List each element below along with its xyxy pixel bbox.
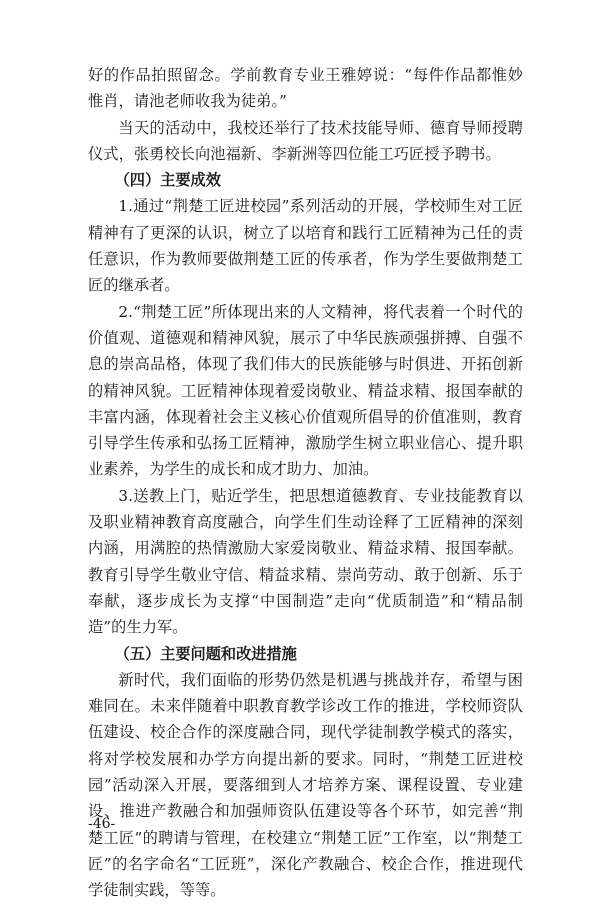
section-heading-main-results: （四）主要成效 bbox=[114, 171, 221, 190]
section-heading-problems-measures: （五）主要问题和改进措施 bbox=[114, 644, 297, 663]
document-body bbox=[88, 62, 523, 904]
page-number: -46- bbox=[88, 816, 116, 832]
paragraph-mentor-ceremony: 当天的活动中，我校还举行了技术技能导师、德育导师授聘仪式，张勇校长向池福新、李新洲等四位能工巧匠授予聘书。 bbox=[88, 118, 523, 163]
paragraph-problems-measures: 新时代，我们面临的形势仍然是机遇与挑战并存，希望与困难同在。未来伴随着中职教育教学诊改工作的推进，学校师资队伍建设、校企合作的深度融合同，现代学徒制教学模式的落实，将对学校发展和办学方向提出新的要求。同时，“荆楚工匠进校园”活动深入开展，要落细到人才培养方案、课程设置、专业建设、推进产教融合和加强师资队伍建设等各个环节，如完善“荆楚工匠”的聘请与管理，在校建立“荆楚工匠”工作室，以“荆楚工匠”的名字命名“工匠班”，深化产教融合、校企合作，推进现代学徒制实践，等等。 bbox=[88, 670, 523, 900]
paragraph-result-1: 1.通过“荆楚工匠进校园”系列活动的开展，学校师生对工匠精神有了更深的认识，树立了以培育和践行工匠精神为己任的责任意识，作为教师要做荆楚工匠的传承者，作为学生要做荆楚工匠的继承者。 bbox=[88, 197, 523, 295]
paragraph-intro-continuation: 好的作品拍照留念。学前教育专业王雅婷说：“每件作品都惟妙惟肖，请池老师收我为徒弟。” bbox=[88, 66, 523, 111]
paragraph-result-3: 3.送教上门，贴近学生，把思想道德教育、专业技能教育以及职业精神教育高度融合，向学生们生动诠释了工匠精神的深刻内涵，用满腔的热情激励大家爱岗敬业、精益求精、报国奉献。教育引导学生敬业守信、精益求精、崇尚劳动、敢于创新、乐于奉献，逐步成长为支撑“中国制造”走向“优质制造”和“精品制造”的生力军。 bbox=[88, 486, 523, 637]
paragraph-result-2: 2.“荆楚工匠”所体现出来的人文精神，将代表着一个时代的价值观、道德观和精神风貌，展示了中华民族顽强拼搏、自强不息的崇高品格，体现了我们伟大的民族能够与时俱进、开拓创新的精神风貌。工匠精神体现着爱岗敬业、精益求精、报国奉献的丰富内涵，体现着社会主义核心价值观所倡导的价值准则，教育引导学生传承和弘扬工匠精神，激励学生树立职业信心、提升职业素养，为学生的成长和成才助力、加油。 bbox=[88, 302, 523, 479]
